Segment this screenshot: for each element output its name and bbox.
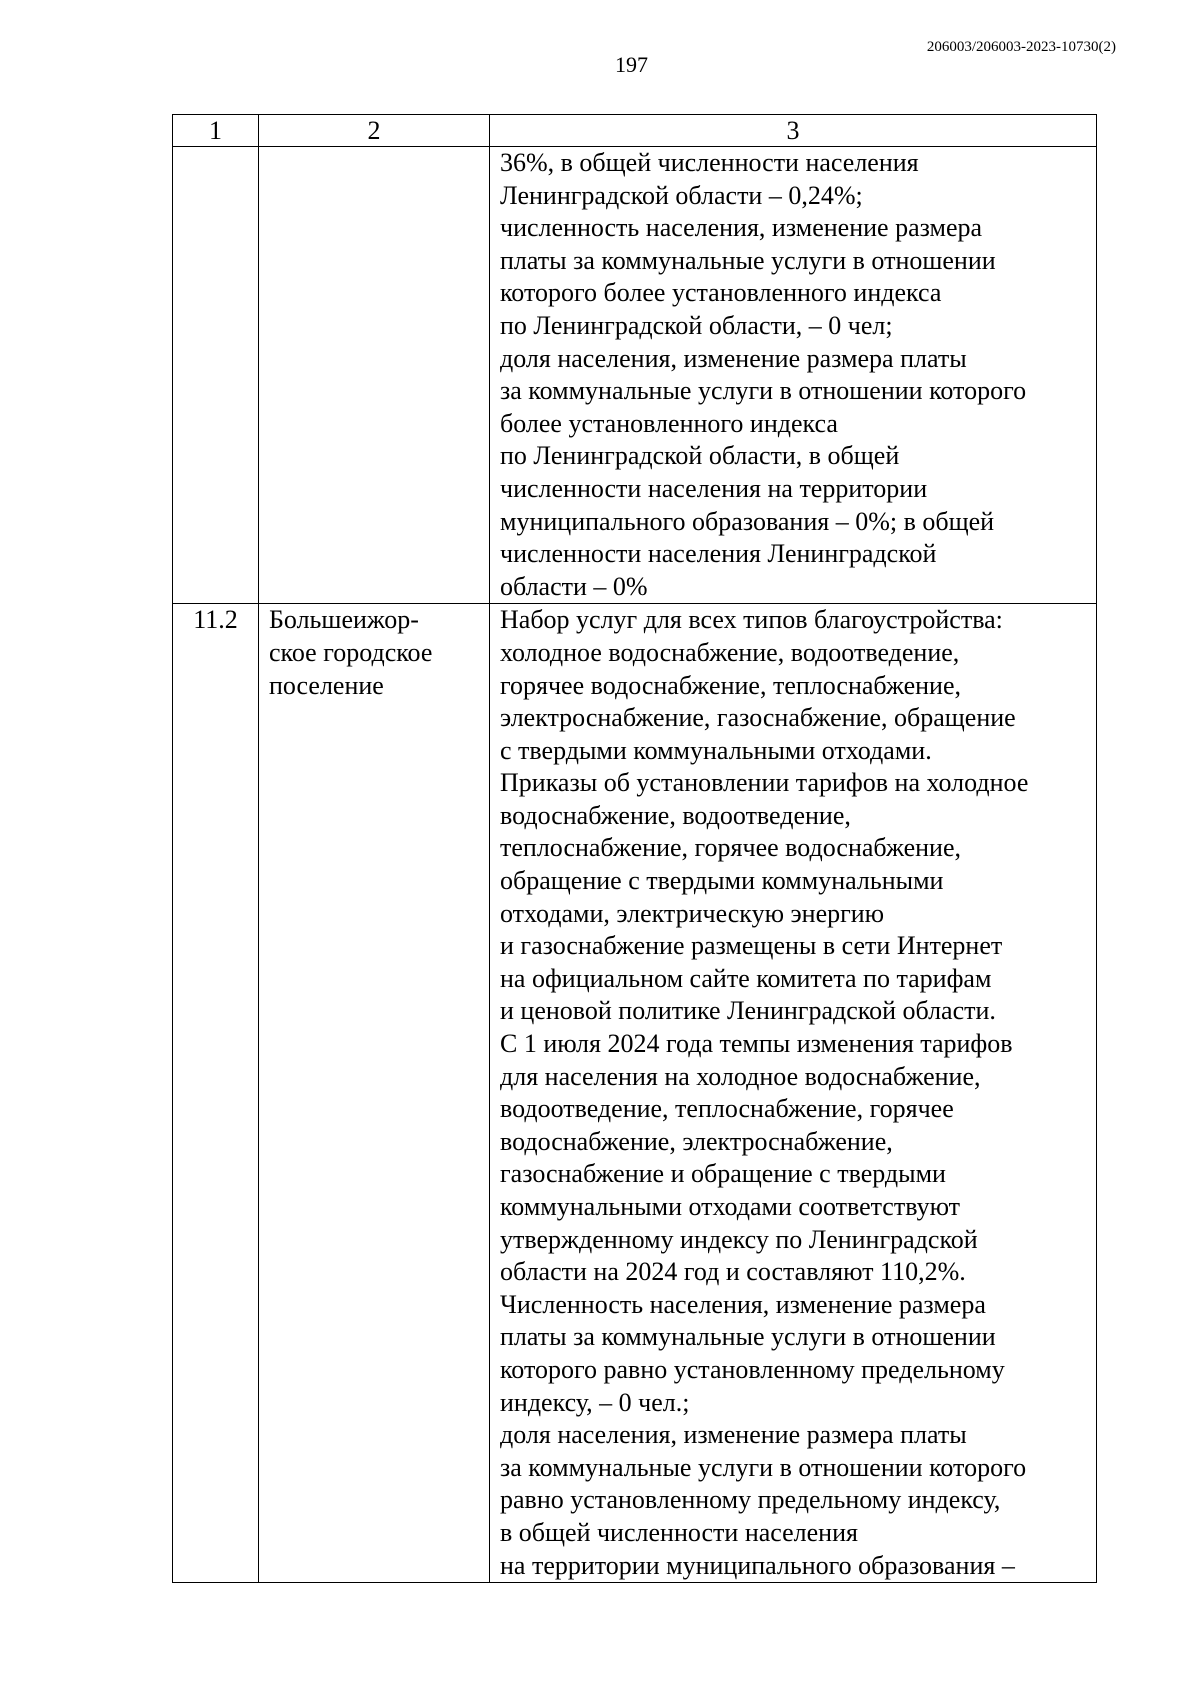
text-line: утвержденному индексу по Ленинградской: [500, 1224, 978, 1254]
text-line: которого равно установленному предельному: [500, 1354, 1005, 1384]
text-line: электроснабжение, газоснабжение, обращение: [500, 703, 1016, 733]
description-cell: [490, 147, 1097, 604]
text-line: которого более установленного индекса: [500, 278, 942, 308]
municipality-name-line: Большеижор-: [269, 605, 419, 635]
text-line: обращение с твердыми коммунальными: [500, 866, 944, 896]
text-line: водоотведение, теплоснабжение, горячее: [500, 1094, 954, 1124]
page-number: 197: [615, 52, 648, 77]
text-line: теплоснабжение, горячее водоснабжение,: [500, 833, 962, 863]
column-header-1: 1: [173, 115, 259, 147]
text-line: численность населения, изменение размера: [500, 213, 983, 243]
text-line: по Ленинградской области, в общей: [500, 441, 900, 471]
text-line: отходами, электрическую энергию: [500, 898, 885, 928]
text-line: в общей численности населения: [500, 1517, 858, 1547]
text-line: 36%, в общей численности населения: [500, 148, 919, 177]
text-line: области на 2024 год и составляют 110,2%.: [500, 1257, 966, 1287]
text-line: коммунальными отходами соответствуют: [500, 1192, 961, 1221]
text-line: доля населения, изменение размера платы: [500, 343, 967, 373]
municipality-name-line: ское городское: [269, 637, 433, 667]
municipality-name-cell: [259, 147, 490, 604]
text-line: водоснабжение, электроснабжение,: [500, 1126, 893, 1156]
text-line: для населения на холодное водоснабжение,: [500, 1061, 981, 1091]
document-id: 206003/206003-2023-10730(2): [926, 39, 1116, 55]
text-line: на официальном сайте комитета по тарифам: [500, 963, 992, 993]
row-number-cell: [173, 604, 259, 1583]
table-row: [173, 604, 1097, 1583]
text-line: платы за коммунальные услуги в отношении: [500, 1322, 996, 1352]
row-number: 11.2: [193, 605, 238, 635]
column-header-3: 3: [490, 115, 1097, 147]
text-line: муниципального образования – 0%; в общей: [500, 506, 995, 536]
text-line: Численность населения, изменение размера: [500, 1289, 986, 1319]
text-line: и газоснабжение размещены в сети Интернет: [500, 931, 1003, 961]
municipality-name-cell: [259, 604, 490, 1583]
text-line: холодное водоснабжение, водоотведение,: [500, 637, 960, 667]
text-line: газоснабжение и обращение с твердыми: [500, 1159, 946, 1189]
text-line: по Ленинградской области, – 0 чел;: [500, 310, 893, 340]
text-line: на территории муниципального образования –: [500, 1550, 1015, 1580]
text-line: за коммунальные услуги в отношении которого: [500, 376, 1027, 406]
description-cell: [490, 604, 1097, 1583]
text-line: индексу, – 0 чел.;: [500, 1387, 690, 1417]
table-header-row: [173, 115, 1097, 147]
table-row: [173, 147, 1097, 604]
text-line: за коммунальные услуги в отношении которого: [500, 1452, 1027, 1482]
text-line: более установленного индекса: [500, 408, 838, 438]
text-line: области – 0%: [500, 571, 648, 601]
municipality-name-line: поселение: [269, 670, 384, 700]
row-number-cell: [173, 147, 259, 604]
text-line: Набор услуг для всех типов благоустройства:: [500, 605, 1003, 635]
text-line: с твердыми коммунальными отходами.: [500, 735, 932, 765]
column-header-2: 2: [259, 115, 490, 147]
text-line: равно установленному предельному индексу,: [500, 1485, 1001, 1515]
text-line: горячее водоснабжение, теплоснабжение,: [500, 670, 962, 700]
text-line: Ленинградской области – 0,24%;: [500, 180, 863, 210]
text-line: платы за коммунальные услуги в отношении: [500, 245, 996, 275]
text-line: Приказы об установлении тарифов на холодное: [500, 768, 1029, 798]
text-line: численности населения Ленинградской: [500, 539, 937, 569]
text-line: и ценовой политике Ленинградской области.: [500, 996, 996, 1026]
text-line: водоснабжение, водоотведение,: [500, 800, 851, 830]
data-table: [172, 114, 1097, 1583]
text-line: доля населения, изменение размера платы: [500, 1420, 967, 1450]
text-line: С 1 июля 2024 года темпы изменения тарифов: [500, 1029, 1013, 1059]
text-line: численности населения на территории: [500, 473, 928, 503]
